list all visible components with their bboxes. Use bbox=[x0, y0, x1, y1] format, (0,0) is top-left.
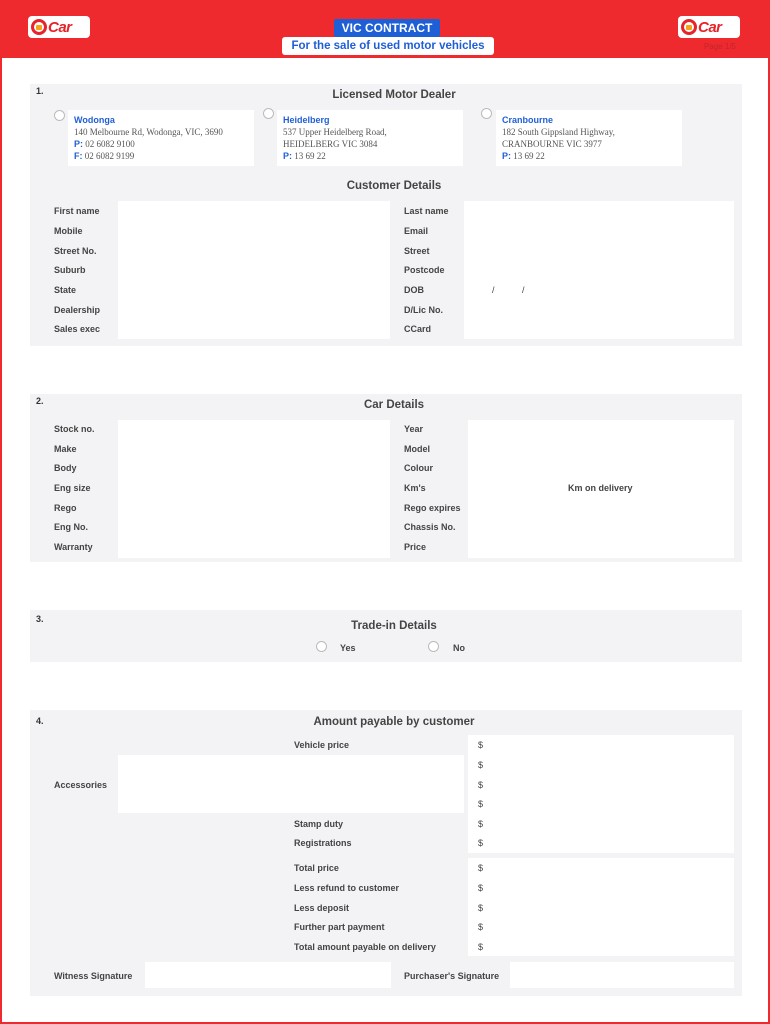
eng-size-label: Eng size bbox=[54, 483, 91, 493]
postcode-label: Postcode bbox=[404, 265, 445, 275]
logo-ring-icon bbox=[681, 19, 697, 35]
currency-symbol: $ bbox=[478, 922, 484, 932]
currency-symbol: $ bbox=[478, 942, 484, 952]
dealer-phone: 13 69 22 bbox=[292, 151, 326, 161]
vehicle-price-amount-column[interactable] bbox=[468, 735, 734, 853]
dealer-card-heidelberg bbox=[277, 110, 463, 166]
dealership-label: Dealership bbox=[54, 305, 101, 315]
street-label: Street bbox=[404, 246, 430, 256]
dealer-card-cranbourne bbox=[496, 110, 682, 166]
currency-symbol: $ bbox=[478, 740, 484, 750]
dob-separator: / bbox=[492, 285, 495, 295]
accessories-field[interactable] bbox=[118, 755, 464, 813]
dob-separator: / bbox=[522, 285, 525, 295]
trade-in-yes-label: Yes bbox=[340, 643, 356, 653]
currency-symbol: $ bbox=[478, 863, 484, 873]
dealer-address: 537 Upper Heidelberg Road, bbox=[283, 127, 387, 137]
car-section-title: Car Details bbox=[363, 399, 425, 411]
currency-symbol: $ bbox=[478, 883, 484, 893]
dealer-address: 182 South Gippsland Highway, bbox=[502, 127, 615, 137]
stamp-duty-label: Stamp duty bbox=[294, 819, 344, 829]
customer-right-field-column[interactable] bbox=[464, 201, 734, 339]
currency-symbol: $ bbox=[478, 903, 484, 913]
document-subtitle: For the sale of used motor vehicles bbox=[282, 37, 494, 55]
dealer-radio-heidelberg[interactable] bbox=[263, 108, 274, 119]
section-number-4: 4. bbox=[36, 716, 44, 726]
model-label: Model bbox=[404, 444, 430, 454]
rego-label: Rego bbox=[54, 503, 77, 513]
contract-sheet bbox=[2, 58, 768, 1022]
trade-in-yes-radio[interactable] bbox=[316, 641, 327, 652]
year-label: Year bbox=[404, 424, 424, 434]
trade-in-section bbox=[30, 610, 742, 662]
dob-label: DOB bbox=[404, 285, 424, 295]
dealer-name: Heidelberg bbox=[283, 115, 330, 125]
mobile-label: Mobile bbox=[54, 226, 83, 236]
currency-symbol: $ bbox=[478, 799, 484, 809]
first-name-label: First name bbox=[54, 206, 100, 216]
sales-exec-label: Sales exec bbox=[54, 324, 101, 334]
state-label: State bbox=[54, 285, 77, 295]
customer-left-field-column[interactable] bbox=[118, 201, 390, 339]
ozcar-logo-right bbox=[678, 16, 740, 38]
australia-map-icon bbox=[686, 25, 692, 30]
currency-symbol: $ bbox=[478, 819, 484, 829]
dealer-phone: 02 6082 9100 bbox=[83, 139, 135, 149]
total-price-label: Total price bbox=[294, 863, 339, 873]
colour-label: Colour bbox=[404, 463, 433, 473]
dlic-no-label: D/Lic No. bbox=[404, 305, 444, 315]
trade-in-section-title: Trade-in Details bbox=[351, 620, 437, 632]
dealer-address: 140 Melbourne Rd, Wodonga, VIC, 3690 bbox=[74, 127, 223, 137]
chassis-no-label: Chassis No. bbox=[404, 522, 456, 532]
kms-label: Km's bbox=[404, 483, 426, 493]
less-deposit-label: Less deposit bbox=[294, 903, 350, 913]
total-payable-label: Total amount payable on delivery bbox=[294, 942, 436, 952]
last-name-label: Last name bbox=[404, 206, 449, 216]
dealer-suburb: HEIDELBERG VIC 3084 bbox=[283, 139, 378, 149]
logo-ring-icon bbox=[31, 19, 47, 35]
email-label: Email bbox=[404, 226, 429, 236]
dealer-fax: 02 6082 9199 bbox=[82, 151, 135, 161]
trade-in-no-radio[interactable] bbox=[428, 641, 439, 652]
logo-text: Car bbox=[698, 18, 722, 36]
currency-symbol: $ bbox=[478, 780, 484, 790]
dealer-phone: 13 69 22 bbox=[511, 151, 545, 161]
eng-no-label: Eng No. bbox=[54, 522, 88, 532]
fax-label: F: bbox=[74, 151, 83, 161]
dealer-suburb: CRANBOURNE VIC 3977 bbox=[502, 139, 602, 149]
witness-signature-field[interactable] bbox=[145, 962, 391, 988]
section-number-3: 3. bbox=[36, 614, 44, 624]
phone-label: P: bbox=[74, 139, 83, 149]
customer-section-title: Customer Details bbox=[346, 180, 442, 192]
car-left-field-column[interactable] bbox=[118, 420, 390, 558]
purchaser-signature-label: Purchaser's Signature bbox=[404, 971, 500, 981]
dealer-section-title: Licensed Motor Dealer bbox=[332, 89, 456, 101]
suburb-label: Suburb bbox=[54, 265, 86, 275]
dealer-name: Cranbourne bbox=[502, 115, 554, 125]
body-label: Body bbox=[54, 463, 77, 473]
section-number-2: 2. bbox=[36, 396, 44, 406]
further-part-payment-label: Further part payment bbox=[294, 922, 385, 932]
warranty-label: Warranty bbox=[54, 542, 93, 552]
make-label: Make bbox=[54, 444, 77, 454]
dealer-name: Wodonga bbox=[74, 115, 115, 125]
document-title: VIC CONTRACT bbox=[334, 19, 440, 37]
witness-signature-label: Witness Signature bbox=[54, 971, 133, 981]
page-number: Page 1/5 bbox=[703, 42, 736, 51]
dealer-radio-cranbourne[interactable] bbox=[481, 108, 492, 119]
currency-symbol: $ bbox=[478, 760, 484, 770]
totals-amount-column[interactable] bbox=[468, 858, 734, 956]
phone-label: P: bbox=[283, 151, 292, 161]
ccard-label: CCard bbox=[404, 324, 432, 334]
street-no-label: Street No. bbox=[54, 246, 97, 256]
price-label: Price bbox=[404, 542, 427, 552]
less-refund-label: Less refund to customer bbox=[294, 883, 400, 893]
rego-expires-label: Rego expires bbox=[404, 503, 461, 513]
section-number-1: 1. bbox=[36, 86, 44, 96]
australia-map-icon bbox=[36, 25, 42, 30]
accessories-label: Accessories bbox=[54, 780, 108, 790]
phone-label: P: bbox=[502, 151, 511, 161]
stock-no-label: Stock no. bbox=[54, 424, 95, 434]
trade-in-no-label: No bbox=[453, 643, 465, 653]
registrations-label: Registrations bbox=[294, 838, 352, 848]
dealer-card-wodonga bbox=[68, 110, 254, 166]
currency-symbol: $ bbox=[478, 838, 484, 848]
km-on-delivery-label: Km on delivery bbox=[568, 483, 633, 493]
logo-text: Car bbox=[48, 18, 72, 36]
ozcar-logo-left bbox=[28, 16, 90, 38]
amount-section-title: Amount payable by customer bbox=[313, 716, 475, 728]
vehicle-price-label: Vehicle price bbox=[294, 740, 350, 750]
dealer-radio-wodonga[interactable] bbox=[54, 110, 65, 121]
purchaser-signature-field[interactable] bbox=[510, 962, 734, 988]
